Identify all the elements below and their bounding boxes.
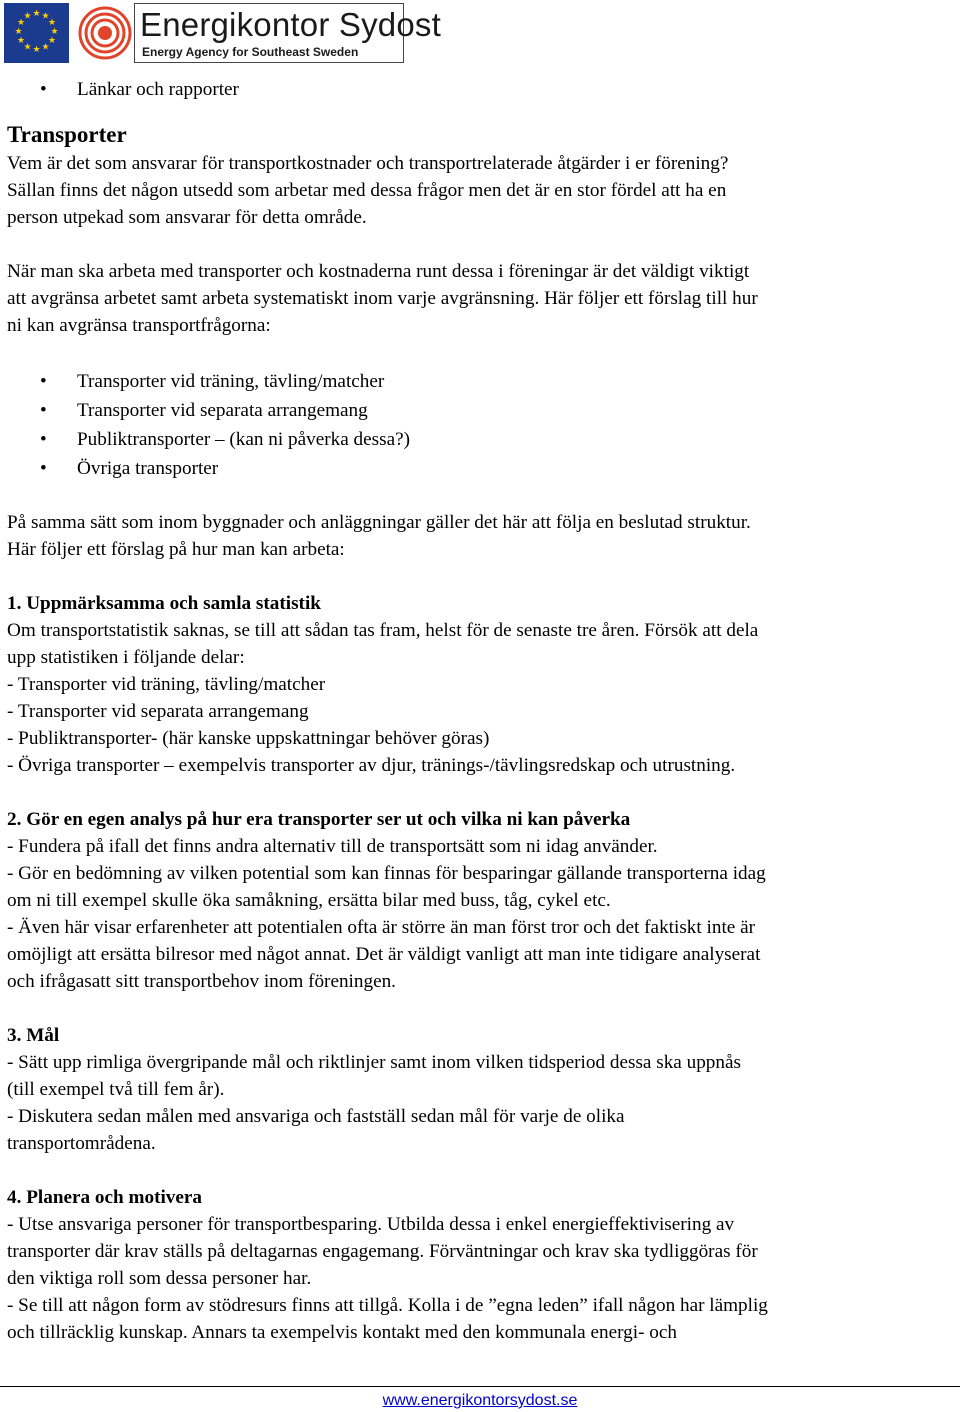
section-2: 2. Gör en egen analys på hur era transporter ser ut och vilka ni kan påverka - Fundera på ifall det finns andra alternativ till de transportsätt som ni idag använder. - Gör en bedömning av vilken potential som kan finnas för besparingar gällande transporterna idag om ni till exempel skulle öka samåkning, ersätta bilar med buss, tåg, cykel etc. - Även här visar erfarenheter att potentialen ofta är större än man först tror och det faktiskt inte är omöjligt att ersätta bilresor med något annat. Det är väldigt vanligt att man inte tidigare analyserat och ifrågasatt sitt transportbehov inom föreningen. <box>7 806 947 995</box>
eu-flag-icon <box>4 3 69 63</box>
svg-text:★: ★ <box>32 45 41 55</box>
svg-text:★: ★ <box>47 18 57 28</box>
header-logo <box>4 3 441 63</box>
scope-paragraph: När man ska arbeta med transporter och kostnaderna runt dessa i föreningar är det väldigt viktigt att avgränsa arbetet samt arbeta systematiskt inom varje avgränsning. Här följer ett förslag till hur ni kan avgränsa transportfrågorna: <box>7 261 758 336</box>
section-3: 3. Mål - Sätt upp rimliga övergripande mål och riktlinjer samt inom vilken tidsperiod dessa ska uppnås (till exempel två till fem år). - Diskutera sedan målen med ansvariga och fastställ sedan mål för varje de olika transportområdena. <box>7 1022 947 1157</box>
logo-title: Energikontor Sydost <box>140 6 441 43</box>
svg-text:★: ★ <box>50 27 59 37</box>
svg-text:★: ★ <box>23 42 32 53</box>
svg-text:★: ★ <box>41 11 50 22</box>
energy-sun-icon <box>71 3 139 63</box>
bullet-icon: • <box>40 79 47 100</box>
bullet-icon: • <box>40 429 47 450</box>
footer-divider <box>0 1386 960 1387</box>
section-title: 3. Mål <box>7 1025 60 1046</box>
svg-text:★: ★ <box>16 36 26 46</box>
list-item: • Länkar och rapporter <box>7 76 947 103</box>
svg-text:★: ★ <box>14 27 23 37</box>
section-title: 4. Planera och motivera <box>7 1187 203 1208</box>
svg-text:★: ★ <box>16 18 26 28</box>
intro-list <box>7 76 947 103</box>
list-item: • Transporter vid separata arrangemang <box>7 397 947 424</box>
logo-subtitle: Energy Agency for Southeast Sweden <box>142 45 359 59</box>
svg-text:★: ★ <box>47 36 57 46</box>
structure-paragraph: På samma sätt som inom byggnader och anläggningar gäller det här att följa en beslutad struktur. Här följer ett förslag på hur man kan arbeta: <box>7 512 751 560</box>
section-title: 1. Uppmärksamma och samla statistik <box>7 593 321 614</box>
bullet-icon: • <box>40 458 47 479</box>
section-heading: Transporter <box>7 122 127 147</box>
list-item: • Övriga transporter <box>7 455 947 482</box>
section-title: 2. Gör en egen analys på hur era transporter ser ut och vilka ni kan påverka <box>7 809 631 830</box>
intro-paragraph: Vem är det som ansvarar för transportkostnader och transportrelaterade åtgärder i er förening? Sällan finns det någon utsedd som arbetar med dessa frågor men det är en stor fördel att ha en person utpekad som ansvarar för detta område. <box>7 153 729 228</box>
svg-text:★: ★ <box>23 11 32 22</box>
bullet-icon: • <box>40 400 47 421</box>
transport-categories-list <box>7 368 947 482</box>
section-1: 1. Uppmärksamma och samla statistik Om transportstatistik saknas, se till att sådan tas fram, helst för de senaste tre åren. Försök att dela upp statistiken i följande delar: - Transporter vid träning, tävling/matcher - Transporter vid separata arrangemang - Publiktransporter- (här kanske uppskattningar behöver göras) - Övriga transporter – exempelvis transporter av djur, tränings-/tävlingsredskap och utrustning. <box>7 590 947 779</box>
section-4: 4. Planera och motivera - Utse ansvariga personer för transportbesparing. Utbilda dessa i enkel energieffektivisering av transporter där krav ställs på deltagarnas engagemang. Förväntningar och krav ska tydliggöras för den viktiga roll som dessa personer har. - Se till att någon form av stödresurs finns att tillgå. Kolla i de ”egna leden” ifall någon har lämplig och tillräcklig kunskap. Annars ta exempelvis kontakt med den kommunala energi- och <box>7 1184 947 1346</box>
list-item: • Transporter vid träning, tävling/matcher <box>7 368 947 395</box>
bullet-icon: • <box>40 371 47 392</box>
svg-text:★: ★ <box>41 42 50 53</box>
list-item: • Publiktransporter – (kan ni påverka dessa?) <box>7 426 947 453</box>
document-body <box>7 76 947 1346</box>
svg-text:★: ★ <box>32 9 41 19</box>
footer-website-link[interactable]: www.energikontorsydost.se <box>382 1392 578 1409</box>
